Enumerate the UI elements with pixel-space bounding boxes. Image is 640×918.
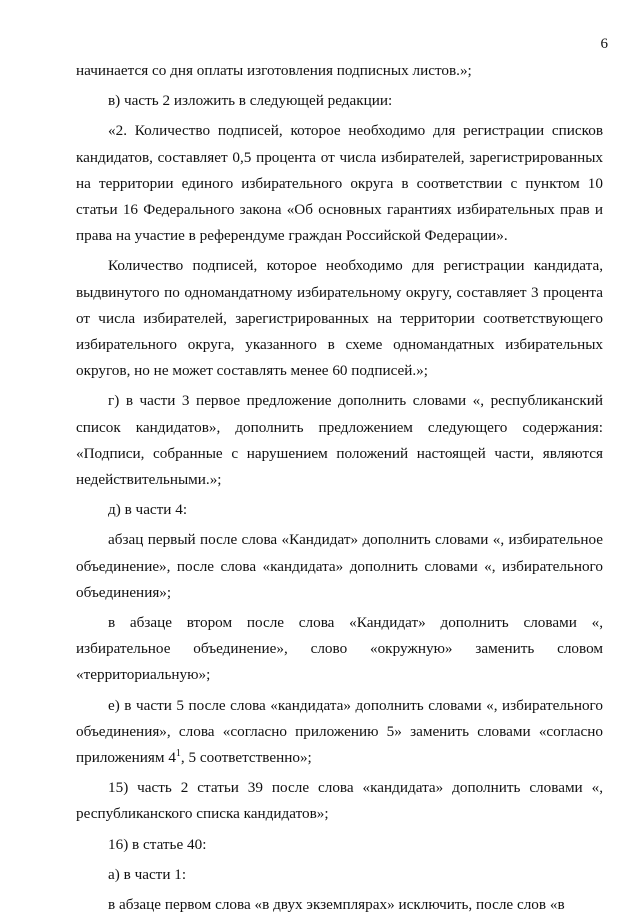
paragraph-item-g: г) в части 3 первое предложение дополнить словами «, республиканский список кандидатов», дополнить предложением следующего содержания: «Подписи, собранные с нарушением положений настоящей части, являются недействительными.»; bbox=[76, 392, 603, 489]
paragraph-item-e-tail: , 5 соответственно»; bbox=[180, 749, 312, 767]
paragraph-part-2-text: «2. Количество подписей, которое необходимо для регистрации списков кандидатов, составляет 0,5 процента от числа избирателей, зарегистрированных на территории единого избирательного округа в соответствии с пунктом 10 статьи 16 Федерального закона «Об основных гарантиях избирательных прав и права на участие в референдуме граждан Российской Федерации». bbox=[76, 122, 603, 245]
paragraph-first-abzac-part-1: в абзаце первом слова «в двух экземплярах» исключить, после слов «в bbox=[108, 896, 565, 914]
paragraph-first-abzac: абзац первый после слова «Кандидат» дополнить словами «, избирательное объединение», после слова «кандидата» дополнить словами «, избирательного объединения»; bbox=[76, 531, 603, 601]
paragraph-item-a: а) в части 1: bbox=[108, 865, 187, 883]
paragraph-item-e bbox=[76, 693, 603, 772]
paragraph-item-v: в) часть 2 изложить в следующей редакции: bbox=[108, 92, 393, 110]
paragraph-item-e-text: е) в части 5 после слова «кандидата» дополнить словами «, избирательного объединения», слова «согласно приложению 5» заменить словами «согласно приложениям 4 bbox=[76, 696, 603, 767]
paragraph-second-abzac: в абзаце втором после слова «Кандидат» дополнить словами «, избирательное объединение», слово «окружную» заменить словом «территориальную»; bbox=[76, 614, 603, 684]
document-body bbox=[76, 58, 603, 918]
page-number: 6 bbox=[600, 36, 608, 52]
paragraph-signatures-single-mandate: Количество подписей, которое необходимо для регистрации кандидата, выдвинутого по одномандатному избирательному округу, составляет 3 процента от числа избирателей, зарегистрированных на территории соответствующего избирательного округа, указанного в схеме одномандатных избирательных округов, но не может составлять менее 60 подписей.»; bbox=[76, 257, 603, 380]
paragraph-continuation: начинается со дня оплаты изготовления подписных листов.»; bbox=[76, 62, 472, 79]
paragraph-item-d: д) в части 4: bbox=[108, 501, 188, 519]
paragraph-item-15: 15) часть 2 статьи 39 после слова «кандидата» дополнить словами «, республиканского списка кандидатов»; bbox=[76, 779, 603, 823]
paragraph-item-16: 16) в статье 40: bbox=[108, 835, 207, 853]
superscript-one: 1 bbox=[175, 748, 181, 760]
